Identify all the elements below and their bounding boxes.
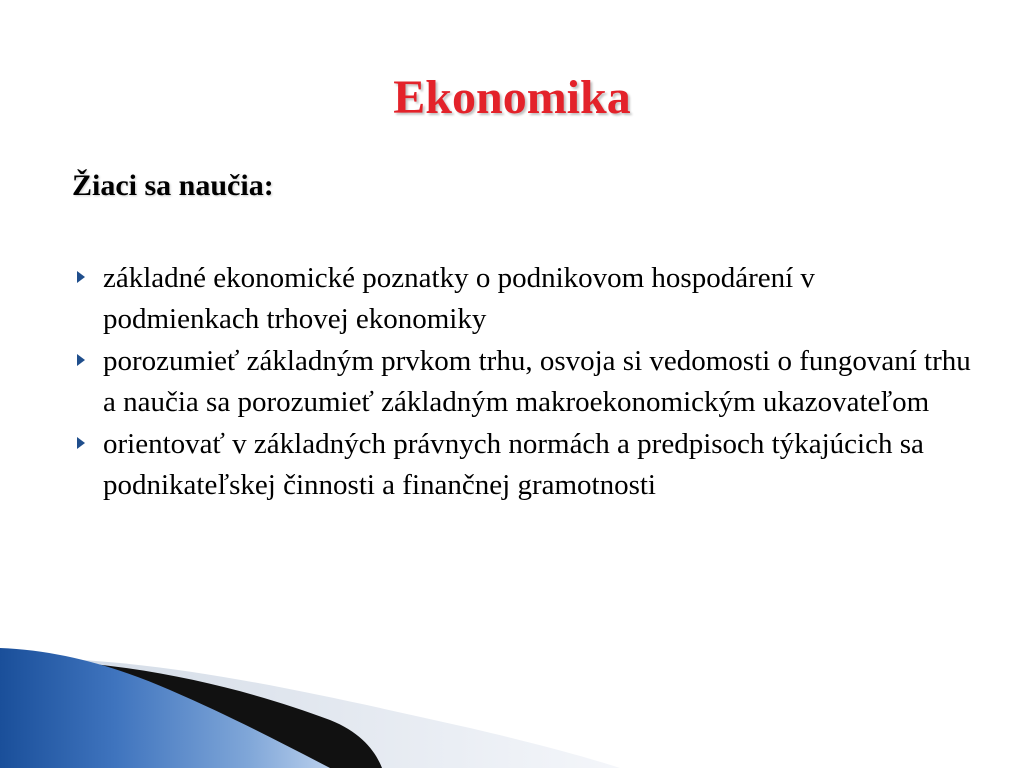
list-item [72, 341, 972, 423]
slide-subheading: Žiaci sa naučia: [72, 169, 274, 202]
bullet-list [72, 258, 972, 507]
bullet-text: základné ekonomické poznatky o podnikovom hospodárení v podmienkach trhovej ekonomiky [103, 262, 815, 335]
triangle-right-icon [77, 354, 85, 366]
bullet-text: orientovať v základných právnych normách a predpisoch týkajúcich sa podnikateľskej činnosti a finančnej gramotnosti [103, 428, 924, 501]
list-item [72, 424, 972, 506]
list-item [72, 258, 972, 340]
triangle-right-icon [77, 437, 85, 449]
triangle-right-icon [77, 271, 85, 283]
slide-title: Ekonomika [393, 71, 631, 124]
bullet-text: porozumieť základným prvkom trhu, osvoja si vedomosti o fungovaní trhu a naučia sa porozumieť základným makroekonomickým ukazovateľom [103, 345, 971, 418]
